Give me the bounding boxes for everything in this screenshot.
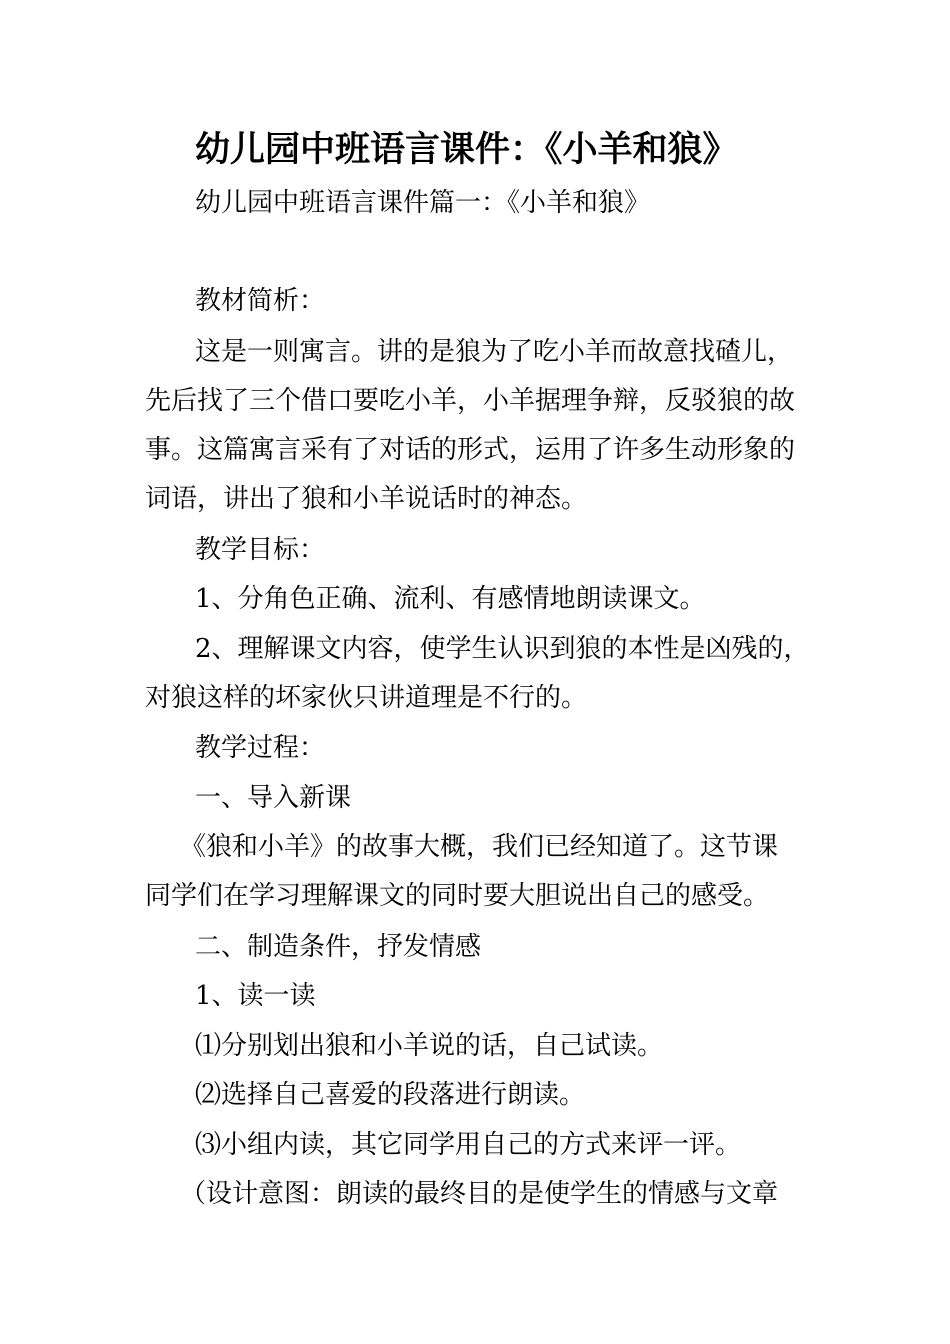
subsection-heading: 一、导入新课 [195, 783, 352, 813]
list-item: ⑴分别划出狼和小羊说的话，自己试读。 [195, 1031, 664, 1061]
section-heading-process: 教学过程： [195, 733, 326, 763]
paragraph-line: 同学们在学习理解课文的同时要大胆说出自己的感受。 [145, 881, 770, 911]
section-heading-goals: 教学目标： [195, 535, 326, 565]
list-item: 1、分角色正确、流利、有感情地朗读课文。 [195, 584, 706, 614]
list-item: ⑵选择自己喜爱的段落进行朗读。 [195, 1080, 586, 1110]
list-item: 2、理解课文内容，使学生认识到狼的本性是凶残的， [195, 634, 810, 664]
paragraph-line: 事。这篇寓言采有了对话的形式，运用了许多生动形象的 [145, 435, 796, 465]
document-title: 幼儿园中班语言课件：《小羊和狼》 [195, 130, 738, 170]
paragraph-line: 词语，讲出了狼和小羊说话时的神态。 [145, 484, 588, 514]
paragraph-line: 《狼和小羊》的故事大概，我们已经知道了。这节课 [180, 832, 779, 862]
document-subtitle: 幼儿园中班语言课件篇一：《小羊和狼》 [195, 188, 651, 218]
subsection-heading: 二、制造条件，抒发情感 [195, 932, 482, 962]
paragraph-line: 对狼这样的坏家伙只讲道理是不行的。 [145, 683, 588, 713]
paragraph-line: 先后找了三个借口要吃小羊，小羊据理争辩，反驳狼的故 [145, 386, 796, 416]
paragraph-line: 这是一则寓言。讲的是狼为了吃小羊而故意找碴儿， [195, 337, 794, 367]
list-item: ⑶小组内读，其它同学用自己的方式来评一评。 [195, 1130, 742, 1160]
paragraph-line: （设计意图：朗读的最终目的是使学生的情感与文章 [180, 1179, 779, 1209]
list-item: 1、读一读 [195, 981, 316, 1011]
section-heading-analysis: 教材简析： [195, 286, 326, 316]
